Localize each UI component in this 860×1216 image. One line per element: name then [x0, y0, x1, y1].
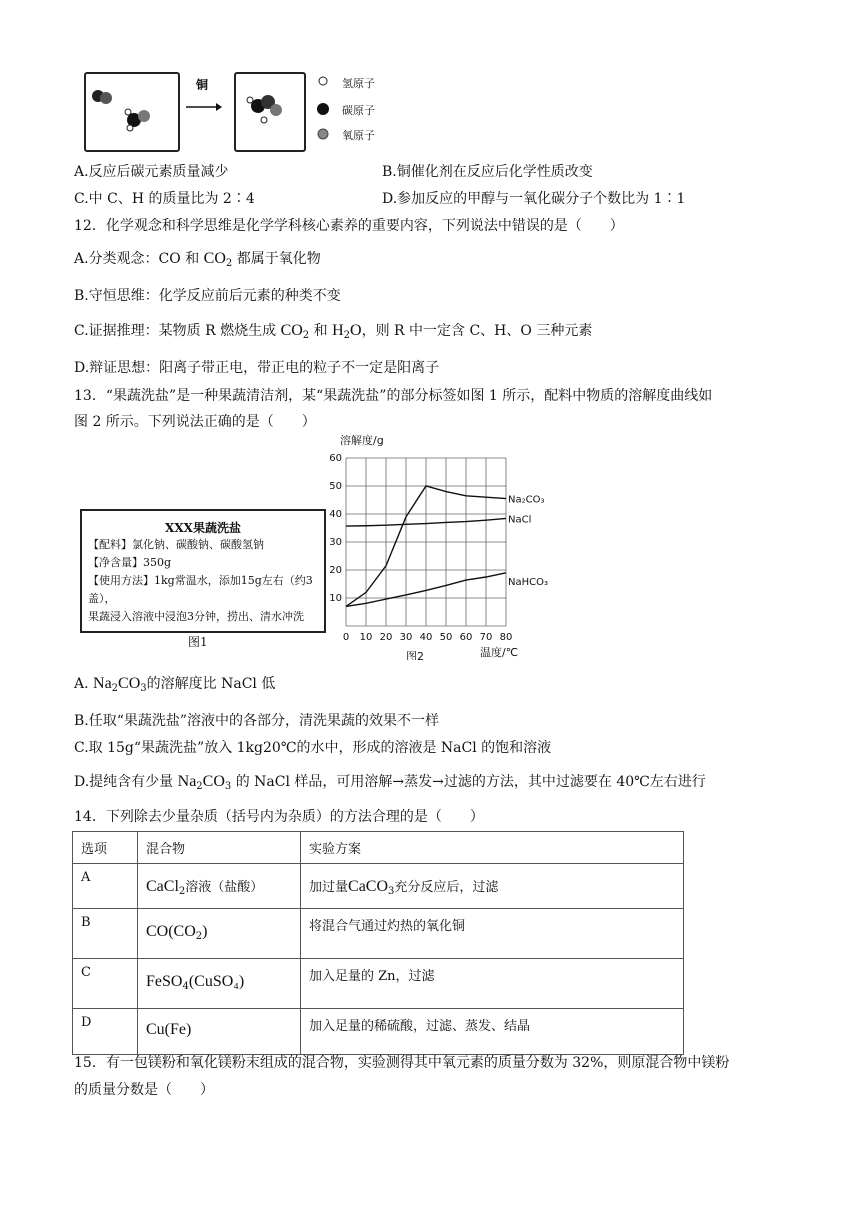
q13-a-f2-sub: 3 [140, 683, 147, 694]
q12-option-b: B.守恒思维：化学反应前后元素的种类不变 [74, 288, 341, 304]
table-row [73, 959, 684, 1009]
q12-option-d: D.辩证思想：阳离子带正电，带正电的粒子不一定是阳离子 [74, 360, 440, 376]
x-tick-label: 60 [459, 632, 473, 643]
header-mixture: 混合物 [138, 832, 301, 864]
q13-option-c: C.取 15g“果蔬洗盐”放入 1kg20℃的水中，形成的溶液是 NaCl 的饱和溶液 [74, 740, 552, 756]
plan-sub: 3 [388, 886, 395, 897]
q12-c-f2: H [332, 322, 344, 339]
row-option: B [73, 909, 138, 959]
mix-formula: FeSO [146, 973, 183, 990]
x-tick-label: 80 [499, 632, 513, 643]
q13-stem-line2: 图 2 所示。下列说法正确的是（ ） [74, 414, 316, 430]
x-tick-label: 0 [342, 632, 350, 643]
q11-option-b: B.铜催化剂在反应后化学性质改变 [382, 164, 593, 180]
q13-a-pre: A. [74, 676, 94, 692]
legend-oxygen: 氧原子 [342, 129, 375, 142]
q15-line2: 的质量分数是（ ） [74, 1082, 214, 1098]
x-tick-label: 40 [419, 632, 433, 643]
q12-option-c [74, 320, 592, 341]
legend-carbon: 碳原子 [342, 104, 375, 117]
row-plan [301, 959, 684, 1009]
plan-formula: CaCO [348, 878, 389, 895]
reaction-arrow [186, 100, 222, 114]
series-label: Na₂CO₃ [508, 494, 545, 506]
legend-hydrogen: 氢原子 [342, 77, 375, 90]
q12-c-f2-post: O [350, 322, 362, 339]
mix-sub: 2 [178, 886, 186, 897]
product-label-figure1 [80, 509, 326, 633]
mix-formula: Cu(Fe) [146, 1021, 192, 1038]
y-tick-label: 50 [329, 481, 342, 492]
y-tick-label: 40 [329, 509, 342, 520]
x-tick-label: 70 [479, 632, 493, 643]
q12-a-sub: 2 [225, 258, 233, 269]
y-tick-label: 30 [329, 537, 342, 548]
row-mixture [138, 864, 301, 909]
label-usage-2: 果蔬浸入溶液中浸泡3分钟，捞出、清水冲洗 [88, 610, 304, 623]
oxygen-atom-icon [316, 127, 330, 141]
q12-c-f2-sub: 2 [343, 330, 351, 341]
q15-line1: 15．有一包镁粉和氧化镁粉末组成的混合物，实验测得其中氧元素的质量分数为 32%，则原混合物中镁粉 [74, 1055, 730, 1071]
header-plan: 实验方案 [301, 832, 684, 864]
y-tick-label: 10 [329, 593, 342, 604]
product-molecule [234, 72, 302, 148]
row-mixture [138, 1009, 301, 1055]
row-mixture [138, 959, 301, 1009]
q13-a-f: Na [93, 675, 112, 692]
q13-a-f2: CO [118, 675, 141, 692]
x-tick-label: 50 [439, 632, 453, 643]
series-label: NaCl [508, 514, 532, 526]
q12-c-f1: CO [280, 322, 303, 339]
q13-a-post: 的溶解度比 NaCl 低 [146, 676, 276, 692]
q11-option-a: A.反应后碳元素质量减少 [74, 164, 229, 180]
q13-d-pre: D.提纯含有少量 [74, 774, 178, 790]
y-tick-label: 60 [329, 453, 342, 464]
mix-formula: CO(CO [146, 923, 196, 940]
x-tick-label: 10 [359, 632, 373, 643]
row-option: D [73, 1009, 138, 1055]
q13-stem-line1: 13．“果蔬洗盐”是一种果蔬清洁剂，某“果蔬洗盐”的部分标签如图 1 所示，配料中物质的溶解度曲线如 [74, 388, 713, 404]
row-plan [301, 909, 684, 959]
plan-pre: 加过量 [309, 880, 349, 895]
label-ingredients: 【配料】氯化钠、碳酸钠、碳酸氢钠 [88, 538, 264, 551]
label-net-content: 【净含量】350g [88, 556, 172, 569]
mix-post: 溶液（盐酸） [185, 880, 264, 895]
figure1-caption: 图1 [188, 635, 208, 649]
label-usage-1: 【使用方法】1kg常温水，添加15g左右（约3盖）， [88, 574, 313, 605]
label-title: XXX果蔬洗盐 [165, 521, 241, 535]
q12-c-post: ，则 R 中一定含 C、H、O 三种元素 [361, 323, 593, 339]
plan-pre: 加入足量的稀硫酸，过滤、蒸发、结晶 [309, 1019, 531, 1034]
row-option: C [73, 959, 138, 1009]
table-row [73, 1009, 684, 1055]
mix-post: ) [202, 923, 208, 940]
figure2-caption: 图2 [406, 650, 424, 660]
mix-sub: 4 [182, 981, 189, 992]
row-plan [301, 1009, 684, 1055]
q12-c-mid: 和 [309, 323, 333, 339]
y-tick-label: 20 [329, 565, 342, 576]
plan-post: 充分反应后，过滤 [394, 880, 499, 895]
q13-d-f2-sub: 3 [224, 781, 232, 792]
q12-c-pre: C.证据推理：某物质 R 燃烧生成 [74, 323, 281, 339]
reactant-molecules [84, 72, 176, 148]
plan-pre: 加入足量的 Zn，过滤 [309, 969, 435, 984]
mix-sub: 2 [195, 931, 203, 942]
table-row [73, 864, 684, 909]
header-option: 选项 [73, 832, 138, 864]
q12-a-formula: CO [203, 250, 226, 267]
q11-option-c: C.中 C、H 的质量比为 2∶4 [74, 191, 255, 207]
table-header-row [73, 832, 684, 864]
plan-pre: 将混合气通过灼热的氧化铜 [309, 919, 466, 934]
q13-d-f2: CO [202, 773, 225, 790]
q13-d-f: Na [177, 773, 197, 790]
y-axis-label: 溶解度/g [340, 434, 384, 447]
q13-option-d [74, 771, 706, 792]
q12-option-a [74, 248, 321, 269]
hydrogen-atom-icon [318, 76, 328, 86]
q14-stem: 14．下列除去少量杂质（括号内为杂质）的方法合理的是（ ） [74, 809, 484, 825]
series-label: NaHCO₃ [508, 576, 548, 588]
q14-table [72, 831, 684, 1055]
q13-a-f-sub: 2 [111, 683, 119, 694]
table-row [73, 909, 684, 959]
row-option: A [73, 864, 138, 909]
q13-option-a [74, 673, 275, 694]
q12-a-post: 都属于氧化物 [232, 251, 321, 267]
mix-post: (CuSO₄) [188, 973, 245, 990]
row-plan [301, 864, 684, 909]
q13-option-b: B.任取“果蔬洗盐”溶液中的各部分，清洗果蔬的效果不一样 [74, 713, 440, 729]
mix-formula: CaCl [146, 878, 179, 895]
arrow-label: 铜 [196, 78, 209, 92]
q12-stem: 12．化学观念和科学思维是化学学科核心素养的重要内容，下列说法中错误的是（ ） [74, 218, 624, 234]
solubility-chart [326, 428, 556, 660]
row-mixture [138, 909, 301, 959]
q13-d-f-sub: 2 [196, 781, 203, 792]
carbon-atom-icon [316, 102, 330, 116]
q12-a-pre: A.分类观念：CO 和 [74, 251, 204, 267]
x-tick-label: 20 [379, 632, 393, 643]
x-axis-label: 温度/℃ [480, 646, 519, 659]
x-tick-label: 30 [399, 632, 413, 643]
q11-option-d: D.参加反应的甲醇与一氧化碳分子个数比为 1∶1 [382, 191, 686, 207]
q12-c-f1-sub: 2 [302, 330, 310, 341]
q13-d-post: 的 NaCl 样品，可用溶解→蒸发→过滤的方法，其中过滤要在 40℃左右进行 [231, 774, 706, 790]
